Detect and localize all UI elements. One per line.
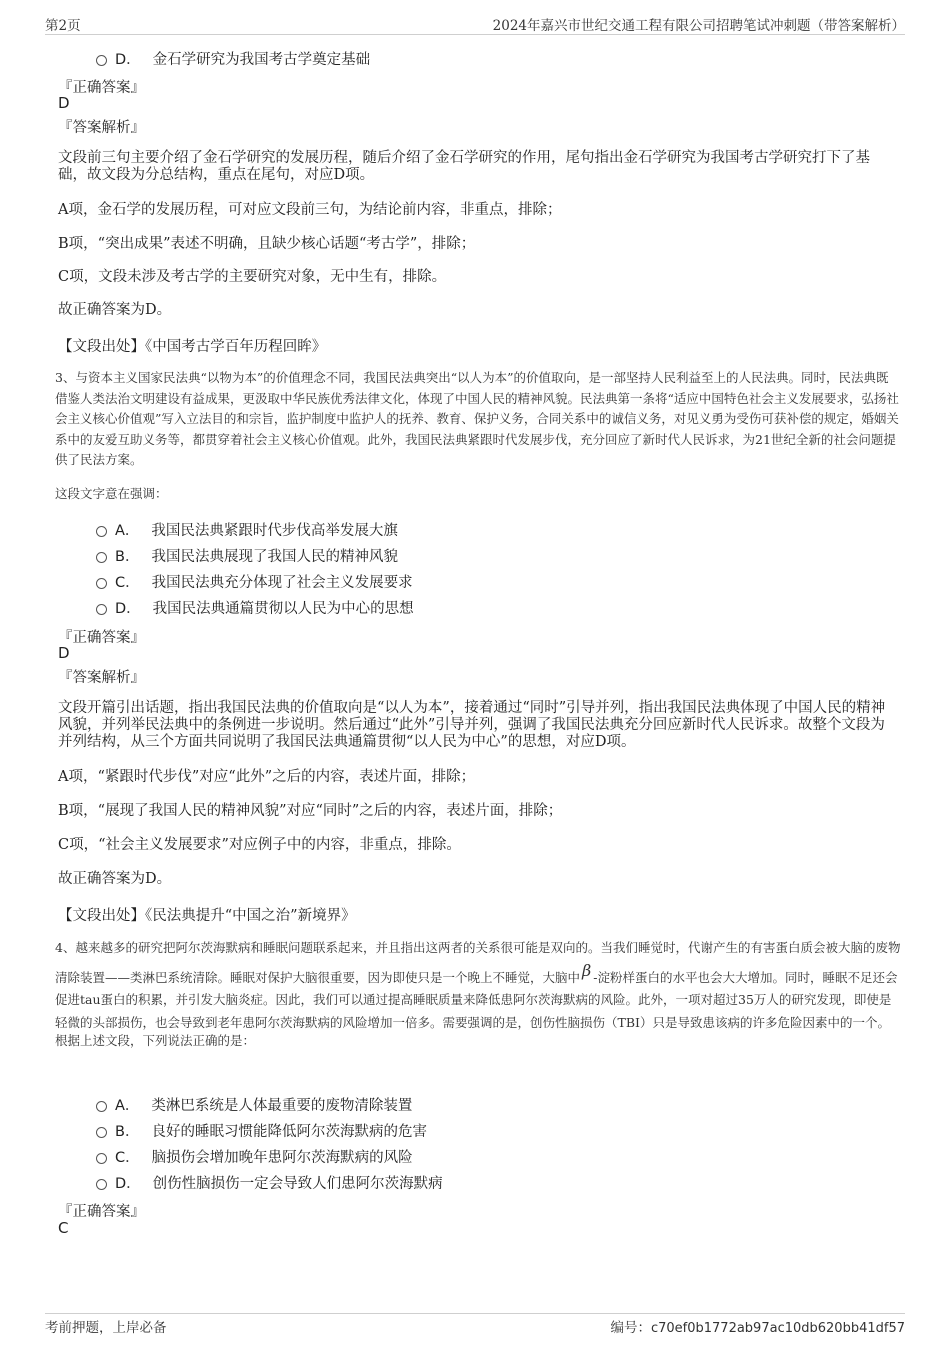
q3-source: 【文段出处】《民法典提升“中国之治”新境界》 (58, 908, 356, 924)
option-text: 我国民法典紧跟时代步伐高举发展大旗 (151, 523, 398, 539)
page-footer (45, 1313, 905, 1336)
page-number: 第2页 (45, 18, 81, 34)
q4-option-d[interactable] (96, 1172, 443, 1193)
q2-analysis: 文段前三句主要介绍了金石学研究的发展历程，随后介绍了金石学研究的作用，尾句指出金石学研究为我国考古学研究打下了基础，故文段为分总结构，重点在尾句，对应D项。 (58, 150, 870, 183)
q2-option-d[interactable] (96, 48, 370, 69)
q3-stem: 3、与资本主义国家民法典“以物为本”的价值理念不同，我国民法典突出“以人为本”的价值取向，是一部坚持人民利益至上的人民法典。同时，民法典既借鉴人类法治文明建设有益成果，更汲取中华民族优秀法律文化，体现了中国人民的精神风貌。民法典第一条将“适应中国特色社会主义发展要求，弘扬社会主义核心价值观”写入立法目的和宗旨，监护制度中监护人的抚养、教育、保护义务，合同关系中的诚信义务，对见义勇为受伤可获补偿的规定，婚姻关系中的友爱互助义务等，都贯穿着社会主义核心价值观。此外，我国民法典紧跟时代发展步伐，充分回应了新时代人民诉求，为21世纪全新的社会问题提供了民法方案。 (55, 370, 899, 467)
option-letter: B． (115, 1124, 140, 1140)
option-letter: C． (115, 575, 140, 591)
code-label: 编号： (610, 1320, 651, 1336)
document-code (610, 1316, 905, 1336)
q2-note-c: C项，文段未涉及考古学的主要研究对象，无中生有，排除。 (58, 269, 447, 285)
q2-analysis-label: 『答案解析』 (58, 120, 145, 136)
q4-option-b[interactable] (96, 1120, 427, 1141)
option-letter: D． (115, 52, 141, 68)
code-value: c70ef0b1772ab97ac10db620bb41df57 (650, 1321, 905, 1336)
radio-icon[interactable] (96, 578, 107, 589)
option-text: 我国民法典展现了我国人民的精神风貌 (151, 549, 398, 565)
q4-stem (55, 937, 901, 1034)
q2-answer-label: 『正确答案』 (58, 80, 145, 96)
q3-option-b[interactable] (96, 545, 398, 566)
q3-note-b: B项，“展现了我国人民的精神风貌”对应“同时”之后的内容，表述片面，排除； (58, 803, 563, 819)
option-text: 创伤性脑损伤一定会导致人们患阿尔茨海默病 (152, 1176, 443, 1192)
q4-answer-label: 『正确答案』 (58, 1204, 145, 1220)
option-text: 类淋巴系统是人体最重要的废物清除装置 (151, 1098, 413, 1114)
radio-icon[interactable] (96, 604, 107, 615)
q4-question: 根据上述文段，下列说法正确的是： (55, 1033, 256, 1048)
q3-note-a: A项，“紧跟时代步伐”对应“此外”之后的内容，表述片面，排除； (58, 769, 476, 785)
q3-analysis-label: 『答案解析』 (58, 670, 145, 686)
q3-option-a[interactable] (96, 519, 398, 540)
option-text: 金石学研究为我国考古学奠定基础 (152, 52, 371, 68)
option-letter: C． (115, 1150, 140, 1166)
option-letter: A． (115, 1098, 140, 1114)
q3-answer: D (58, 644, 70, 662)
document-title: 2024年嘉兴市世纪交通工程有限公司招聘笔试冲刺题（带答案解析） (492, 18, 905, 34)
option-letter: A． (115, 523, 140, 539)
radio-icon[interactable] (96, 1179, 107, 1190)
page-header (45, 14, 905, 35)
radio-icon[interactable] (96, 1101, 107, 1112)
q4-stem-part2: -淀粉样蛋白的水平也会大大增加。同时，睡眠不足还会促进tau蛋白的积累，并引发大脑炎症。因此，我们可以通过提高睡眠质量来降低患阿尔茨海默病的风险。此外，一项对超过35万人的研究发现，即使是轻微的头部损伤，也会导致到老年患阿尔茨海默病的风险增加一倍多。需要强调的是，创伤性脑损伤（TBI）只是导致患该病的许多危险因素中的一个。 (55, 969, 898, 1030)
q2-conclusion: 故正确答案为D。 (58, 302, 172, 318)
q2-answer: D (58, 94, 70, 112)
q4-option-a[interactable] (96, 1094, 412, 1115)
q3-question: 这段文字意在强调： (55, 486, 168, 501)
option-text: 我国民法典充分体现了社会主义发展要求 (151, 575, 413, 591)
option-letter: B． (115, 549, 140, 565)
footer-slogan: 考前押题，上岸必备 (45, 1320, 167, 1336)
radio-icon[interactable] (96, 526, 107, 537)
q4-answer: C (58, 1219, 69, 1237)
q2-note-a: A项，金石学的发展历程，可对应文段前三句，为结论前内容，非重点，排除； (58, 202, 562, 218)
option-text: 良好的睡眠习惯能降低阿尔茨海默病的危害 (151, 1124, 427, 1140)
q3-option-c[interactable] (96, 571, 413, 592)
radio-icon[interactable] (96, 1153, 107, 1164)
q3-answer-label: 『正确答案』 (58, 630, 145, 646)
option-letter: D． (115, 1176, 141, 1192)
q3-conclusion: 故正确答案为D。 (58, 871, 172, 887)
q2-source: 【文段出处】《中国考古学百年历程回眸》 (58, 339, 327, 355)
q2-note-b: B项，“突出成果”表述不明确，且缺少核心话题“考古学”，排除； (58, 236, 476, 252)
option-text: 我国民法典通篇贯彻以人民为中心的思想 (152, 601, 414, 617)
radio-icon[interactable] (96, 1127, 107, 1138)
radio-icon[interactable] (96, 55, 107, 66)
q4-stem-part1: 4、越来越多的研究把阿尔茨海默病和睡眠问题联系起来，并且指出这两者的关系很可能是双向的。当我们睡觉时，代谢产生的有害蛋白质会被大脑的废物清除装置——类淋巴系统清除。睡眠对保护大脑很重要，因为即使只是一个晚上不睡觉，大脑中 (55, 940, 901, 985)
option-letter: D． (115, 601, 141, 617)
radio-icon[interactable] (96, 552, 107, 563)
q4-option-c[interactable] (96, 1146, 413, 1167)
q3-analysis: 文段开篇引出话题，指出我国民法典的价值取向是“以人为本”，接着通过“同时”引导并列，指出我国民法典体现了中国人民的精神风貌，并列举民法典中的条例进一步说明。然后通过“此外”引导并列，强调了我国民法典充分回应新时代人民诉求。故整个文段为并列结构，从三个方面共同说明了我国民法典通篇贯彻“以人民为中心”的思想，对应D项。 (58, 700, 886, 750)
option-text: 脑损伤会增加晚年患阿尔茨海默病的风险 (151, 1150, 413, 1166)
q3-note-c: C项，“社会主义发展要求”对应例子中的内容，非重点，排除。 (58, 837, 461, 853)
q3-option-d[interactable] (96, 597, 414, 618)
beta-symbol: β (582, 960, 592, 980)
